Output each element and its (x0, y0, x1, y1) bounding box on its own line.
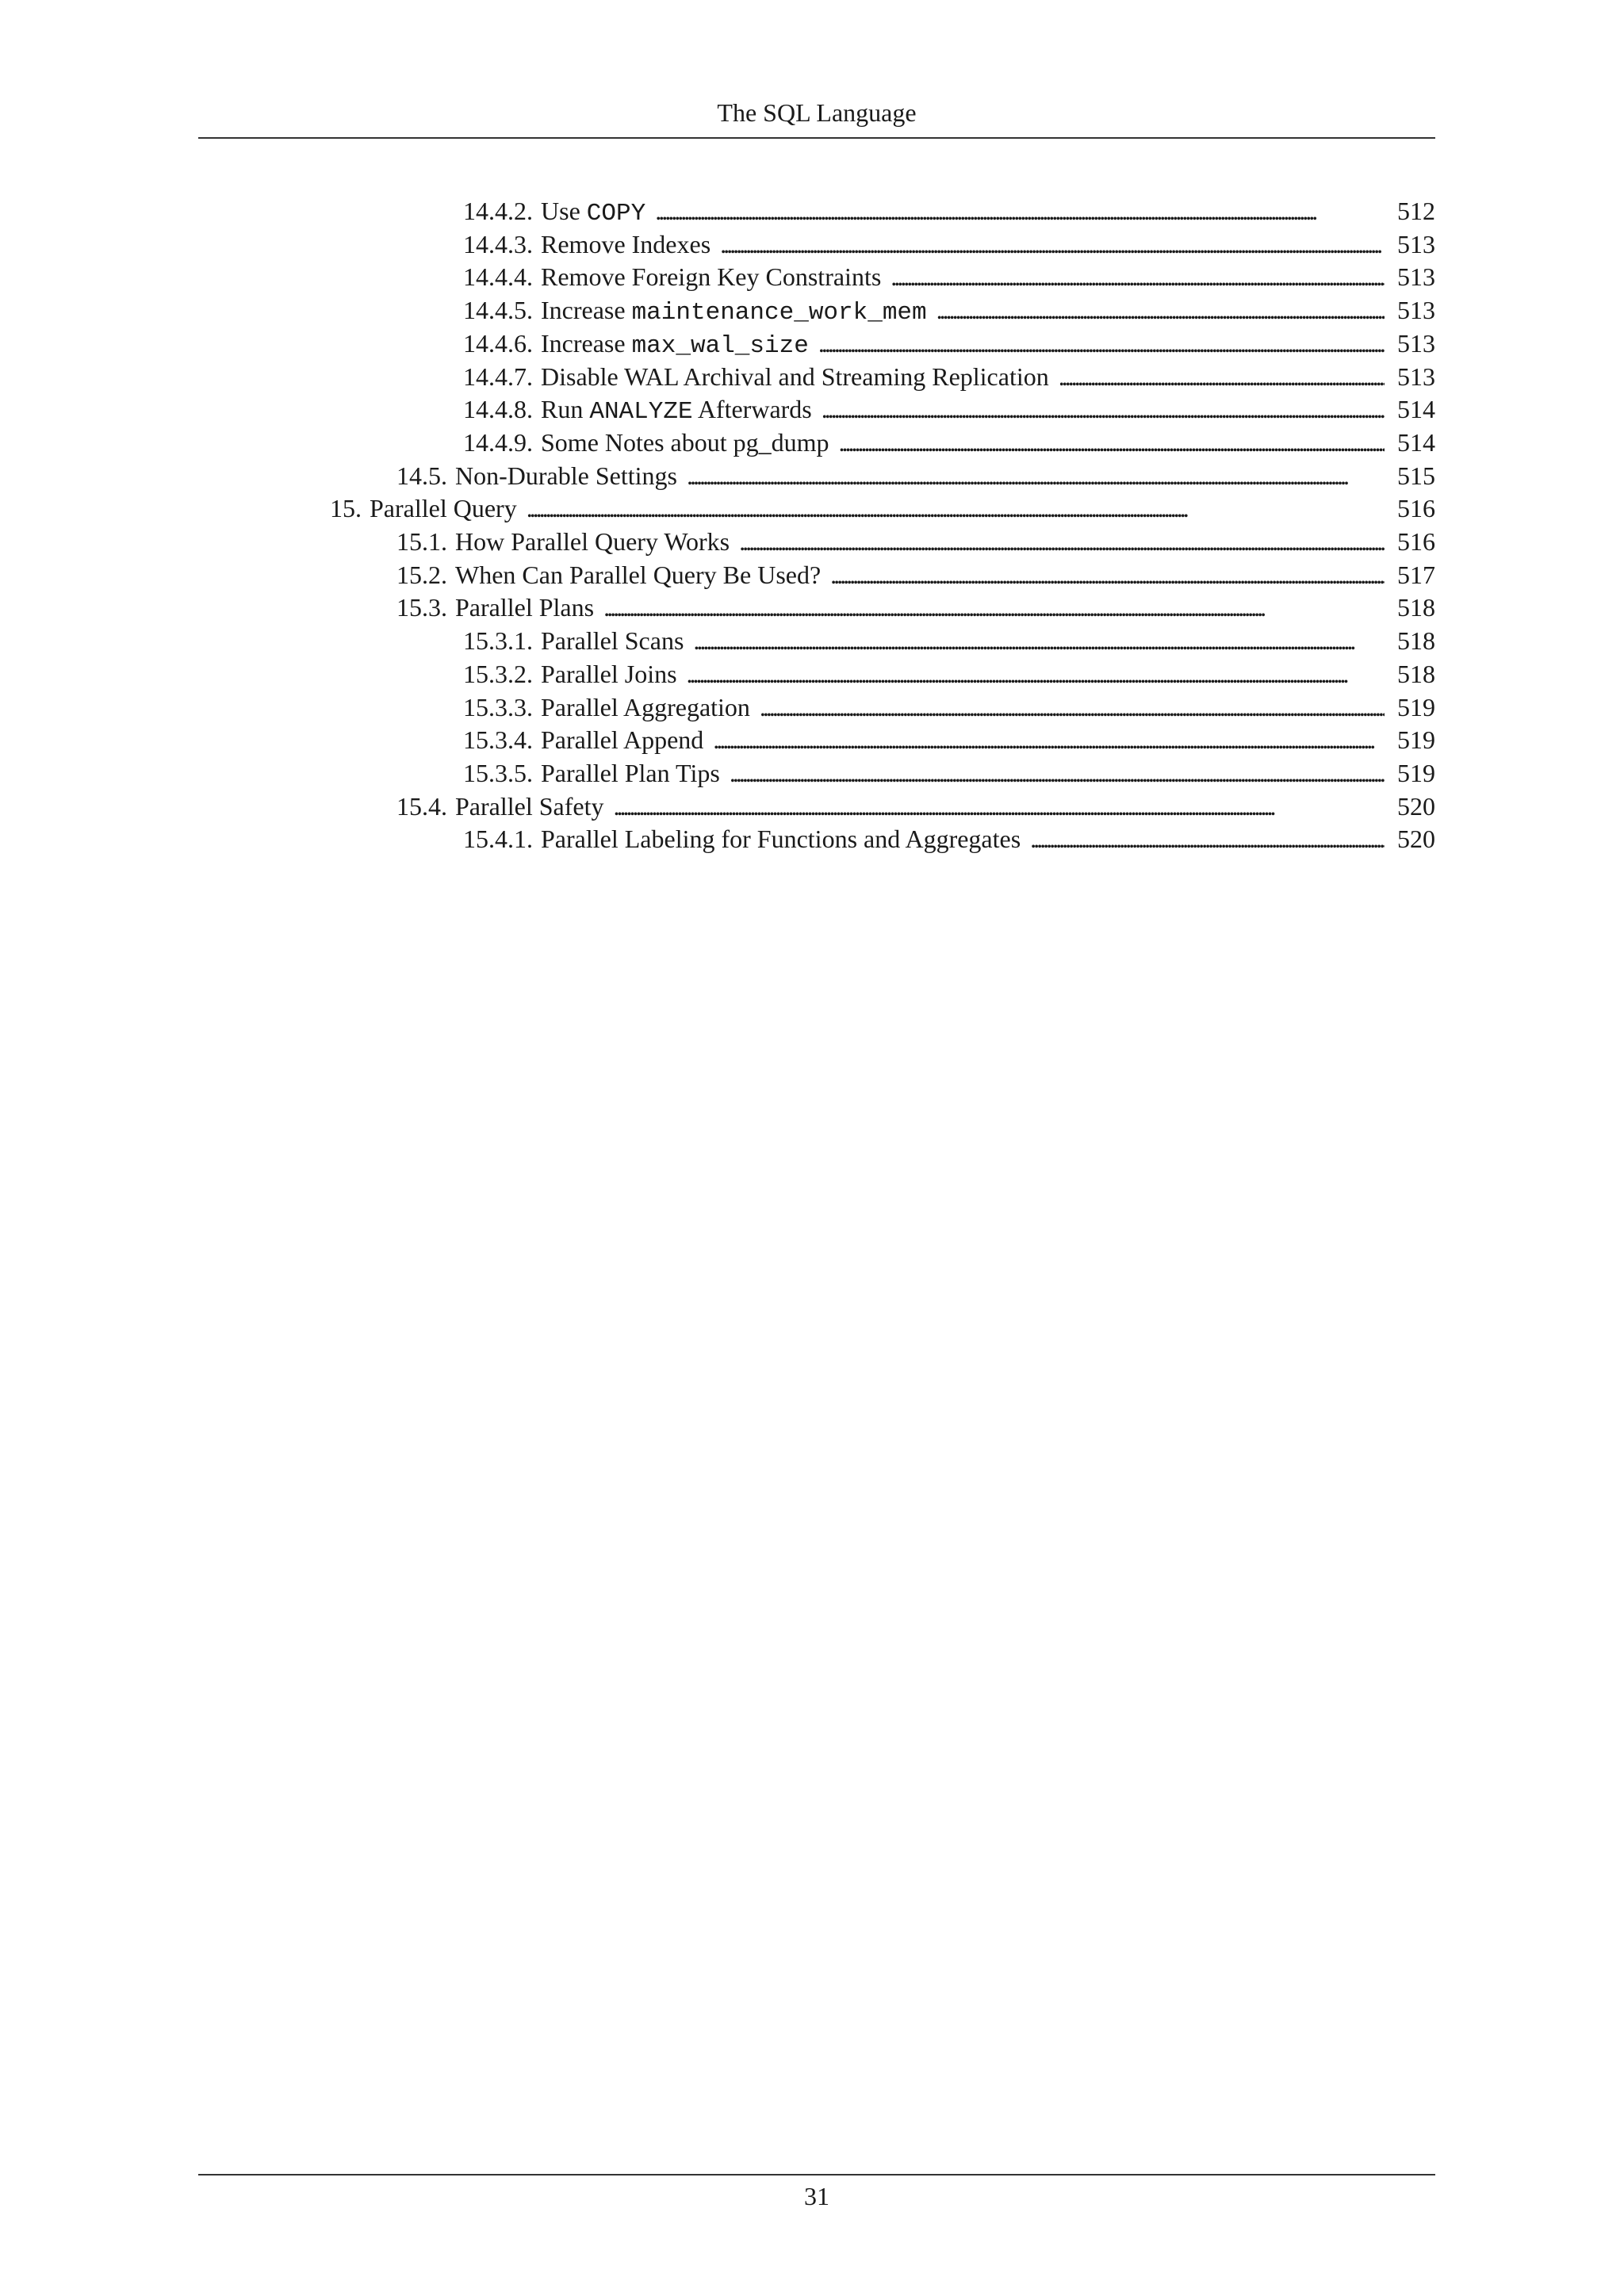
toc-entry[interactable] (463, 293, 1435, 327)
toc-entry-title (541, 624, 684, 657)
toc-entry-title-text: Run (541, 395, 590, 424)
toc-entry-title-text: Parallel Safety (455, 791, 604, 821)
toc-entry-title-text: How Parallel Query Works (455, 527, 730, 556)
toc-entry-title-text: Remove Foreign Key Constraints (541, 262, 882, 292)
toc-entry[interactable] (463, 723, 1435, 756)
toc-entry-page: 519 (1397, 692, 1435, 721)
toc-dot-leader (730, 756, 1385, 790)
toc-entry[interactable] (463, 756, 1435, 790)
toc-entry-page: 520 (1397, 791, 1435, 821)
toc-entry-title (541, 756, 720, 790)
toc-dot-leader (720, 228, 1385, 261)
toc-entry-title (541, 228, 710, 261)
toc-entry-page: 514 (1397, 427, 1435, 457)
toc-entry-title-text: Remove Indexes (541, 229, 711, 258)
toc-entry-page: 518 (1397, 593, 1435, 622)
toc-entry-title (541, 293, 927, 330)
toc-entry[interactable] (463, 624, 1435, 657)
toc-dot-leader (818, 327, 1385, 360)
toc-entry-number: 14.4.5. (463, 296, 533, 325)
toc-entry-number: 15.4.1. (463, 825, 533, 854)
toc-entry-number: 15.3.4. (463, 725, 533, 755)
toc-dot-leader (1030, 822, 1385, 855)
toc-entry-title (541, 194, 645, 231)
toc-entry-title-text: Parallel Query (370, 494, 517, 523)
toc-entry-number: 14.4.9. (463, 427, 533, 457)
toc-entry-title (455, 459, 677, 492)
toc-entry-page: 514 (1397, 395, 1435, 424)
toc-dot-leader (822, 392, 1385, 426)
toc-entry-page: 518 (1397, 659, 1435, 688)
toc-entry-page: 516 (1397, 527, 1435, 556)
toc-entry[interactable] (396, 591, 1435, 624)
toc-entry[interactable] (396, 459, 1435, 492)
toc-entry-title (541, 723, 703, 756)
toc-dot-leader (603, 591, 1385, 624)
toc-entry-page: 513 (1397, 229, 1435, 258)
toc-entry-title-text: Increase (541, 328, 632, 358)
toc-entry[interactable] (396, 525, 1435, 558)
toc-entry[interactable] (463, 260, 1435, 293)
toc-entry-title-text: Parallel Plan Tips (541, 758, 720, 787)
toc-dot-leader (760, 691, 1385, 724)
toc-dot-leader (613, 790, 1385, 823)
toc-entry[interactable] (463, 194, 1435, 228)
toc-entry-title (541, 822, 1021, 855)
toc-entry-code-term: ANALYZE (589, 398, 693, 427)
toc-entry-title-text: Use (541, 197, 587, 225)
toc-entry[interactable] (463, 360, 1435, 393)
page-number: 31 (804, 2182, 829, 2210)
toc-entry-title-text: Increase (541, 296, 632, 325)
toc-entry-title (370, 492, 517, 525)
toc-entry-title (455, 558, 821, 591)
toc-entry-title-text: Disable WAL Archival and Streaming Replication (541, 362, 1049, 391)
toc-entry[interactable] (463, 327, 1435, 360)
toc-entry[interactable] (463, 426, 1435, 459)
toc-entry-title-text: Parallel Labeling for Functions and Aggregates (541, 825, 1021, 854)
toc-entry-number: 15.3.1. (463, 626, 533, 656)
toc-entry[interactable] (463, 228, 1435, 261)
toc-entry-number: 15.3. (396, 593, 447, 622)
toc-entry-title-text: Some Notes about pg_dump (541, 427, 829, 457)
toc-entry-page: 516 (1397, 494, 1435, 523)
toc-entry-page: 513 (1397, 296, 1435, 325)
toc-entry-title (541, 327, 809, 363)
toc-entry-number: 14.4.4. (463, 262, 533, 292)
toc-entry-number: 14.4.7. (463, 362, 533, 391)
toc-dot-leader (936, 293, 1385, 327)
toc-entry-page: 513 (1397, 328, 1435, 358)
toc-dot-leader (527, 492, 1385, 525)
toc-dot-leader (830, 558, 1385, 591)
header-rule (198, 137, 1435, 139)
running-header: The SQL Language (717, 98, 917, 127)
toc-entry[interactable] (463, 392, 1435, 426)
toc-entry-number: 14.4.8. (463, 395, 533, 424)
toc-dot-leader (693, 624, 1385, 657)
toc-entry-code-term: max_wal_size (631, 331, 809, 360)
toc-entry-title (455, 591, 594, 624)
toc-dot-leader (891, 260, 1385, 293)
toc-entry-number: 14.4.6. (463, 328, 533, 358)
toc-entry-number: 14.5. (396, 461, 447, 490)
toc-entry[interactable] (396, 790, 1435, 823)
toc-entry-title (541, 657, 677, 691)
toc-entry-page: 519 (1397, 758, 1435, 787)
toc-entry-page: 519 (1397, 725, 1435, 755)
toc-entry-number: 15.4. (396, 791, 447, 821)
toc-entry-page: 518 (1397, 626, 1435, 656)
toc-entry-number: 14.4.2. (463, 197, 533, 225)
toc-entry-code-term: maintenance_work_mem (631, 299, 927, 327)
toc-entry-number: 15.3.5. (463, 758, 533, 787)
toc-entry-title-text: Non-Durable Settings (455, 461, 677, 490)
toc-entry-title-text: Parallel Aggregation (541, 692, 750, 721)
toc-entry-title-text: Afterwards (692, 395, 812, 424)
toc-entry-page: 513 (1397, 262, 1435, 292)
toc-entry-number: 14.4.3. (463, 229, 533, 258)
toc-dot-leader (713, 723, 1385, 756)
toc-entry-title-text: When Can Parallel Query Be Used? (455, 560, 822, 589)
toc-dot-leader (687, 459, 1385, 492)
toc-entry-page: 517 (1397, 560, 1435, 589)
toc-entry-number: 15.2. (396, 560, 447, 589)
toc-entry-title (455, 525, 730, 558)
toc-entry-number: 15.3.3. (463, 692, 533, 721)
toc-entry-number: 15.3.2. (463, 659, 533, 688)
toc-entry[interactable] (463, 691, 1435, 724)
toc-entry-title (541, 426, 829, 459)
toc-entry-title (541, 691, 750, 724)
toc-dot-leader (687, 657, 1385, 691)
toc-entry-page: 513 (1397, 362, 1435, 391)
toc-dot-leader (839, 426, 1385, 459)
toc-entry-title (541, 260, 881, 293)
toc-entry[interactable] (463, 657, 1435, 691)
toc-entry-title (541, 360, 1049, 393)
toc-entry-number: 15.1. (396, 527, 447, 556)
toc-entry-page: 515 (1397, 461, 1435, 490)
toc-entry[interactable] (396, 558, 1435, 591)
toc-entry-number: 15. (330, 494, 362, 523)
toc-entry-title (455, 790, 603, 823)
toc-entry-title-text: Parallel Append (541, 725, 704, 755)
toc-entry-title (541, 392, 812, 429)
toc-dot-leader (1059, 360, 1385, 393)
toc-dot-leader (655, 194, 1385, 228)
toc-entry[interactable] (330, 492, 1435, 525)
footer-rule (198, 2174, 1435, 2175)
toc-entry[interactable] (463, 822, 1435, 855)
toc-entry-page: 512 (1397, 197, 1435, 225)
toc-entry-title-text: Parallel Scans (541, 626, 684, 656)
toc-entry-page: 520 (1397, 825, 1435, 854)
toc-entry-title-text: Parallel Plans (455, 593, 595, 622)
toc-dot-leader (739, 525, 1385, 558)
toc-entry-code-term: COPY (586, 200, 646, 228)
toc-entry-title-text: Parallel Joins (541, 659, 677, 688)
